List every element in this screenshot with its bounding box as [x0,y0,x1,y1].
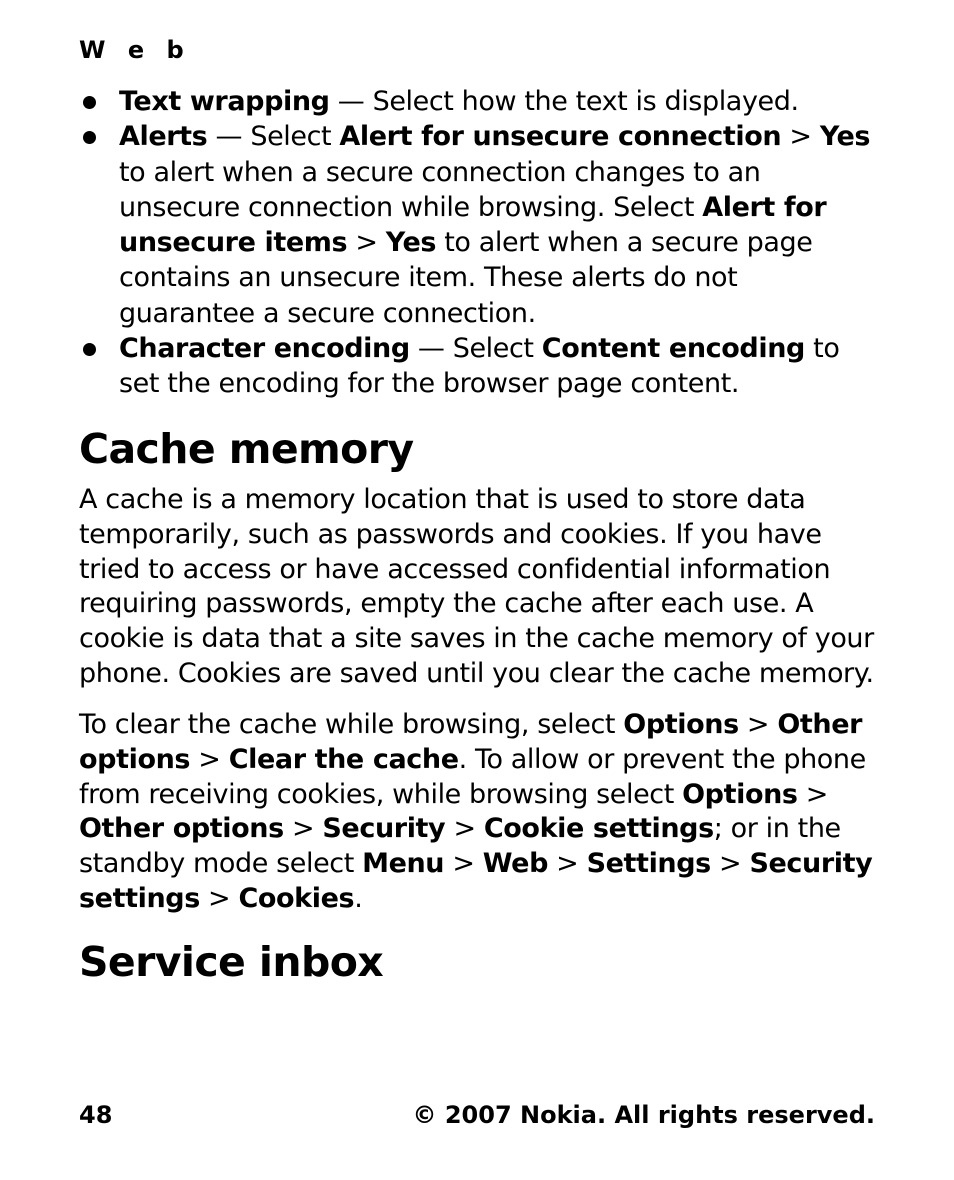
section-heading-cache-memory: Cache memory [79,425,414,473]
section-heading-service-inbox: Service inbox [79,938,384,986]
menu-separator: > [199,882,239,914]
menu-path-item: Alert for unsecure items [119,191,827,259]
term-text-wrapping: Text wrapping [119,86,330,117]
menu-path-item: Security settings [79,848,873,914]
bullet-text: to alert when a secure connection changes to an unsecure connection while browsing. Select [119,156,761,223]
bullet-text: — Select how the text is displayed. [329,86,799,117]
cache-paragraph-1: A cache is a memory location that is used to store data temporarily, such as passwords and cookies. If you have tried to access or have accessed confidential information requiring passwords, empty the cache after each use. A cookie is data that a site saves in the cache memory of your phone. Cookies are saved until you clear the cache memory. [79,484,874,689]
para-text: . To allow or prevent the phone from receiving cookies, while browsing select [79,743,866,810]
bullet-dot-icon [83,343,96,356]
menu-path-item: Cookies [238,882,355,914]
menu-separator: > [710,848,750,880]
page-number: 48 [79,1101,113,1129]
para-text: To clear the cache while browsing, select [79,709,624,740]
copyright-notice: © 2007 Nokia. All rights reserved. [412,1101,875,1129]
bullet-dot-icon [83,131,96,144]
menu-path-item: Web [482,848,548,880]
bullet-character-encoding [79,331,879,402]
menu-path-item: Other options [79,709,863,775]
menu-path-item: Options [623,709,739,740]
term-character-encoding: Character encoding [119,333,410,365]
bullet-text: to alert when a secure page contains an unsecure item. These alerts do not guarantee a secure connection. [119,227,813,329]
menu-path-item: Settings [586,848,711,880]
menu-separator: > [738,709,778,740]
menu-separator: > [797,778,829,810]
term-alerts: Alerts [119,121,208,153]
menu-separator: > [444,848,483,880]
menu-path-item: Content encoding [541,333,805,365]
para-text: . [354,882,363,914]
bullet-dot-icon [83,96,96,109]
bullet-alerts [79,119,879,331]
cache-paragraph-2 [79,708,879,917]
menu-path-item: Yes [385,227,437,259]
menu-separator: > [347,227,386,259]
bullet-text: — Select [409,333,542,365]
menu-path-item: Yes [819,121,871,153]
menu-path-item: Menu [362,848,445,880]
page-footer [79,1100,875,1130]
menu-path-item: Clear the cache [228,743,459,775]
para-text: ; or in the standby mode select [79,813,841,880]
menu-separator: > [283,813,323,845]
menu-path-item: Security [322,813,446,845]
bullet-text: to set the encoding for the browser page content. [119,333,840,400]
menu-separator: > [548,848,587,880]
settings-bullet-list [79,84,879,402]
menu-path-item: Cookie settings [483,813,714,845]
running-head: W e b [79,36,191,64]
bullet-text-wrapping [79,84,879,119]
menu-path-item: Options [682,778,798,810]
menu-path-item: Alert for unsecure connection [339,121,782,153]
bullet-text: — Select [207,121,340,153]
menu-separator: > [445,813,484,845]
menu-separator: > [190,743,229,775]
menu-path-item: Other options [79,813,284,845]
menu-separator: > [781,121,820,153]
